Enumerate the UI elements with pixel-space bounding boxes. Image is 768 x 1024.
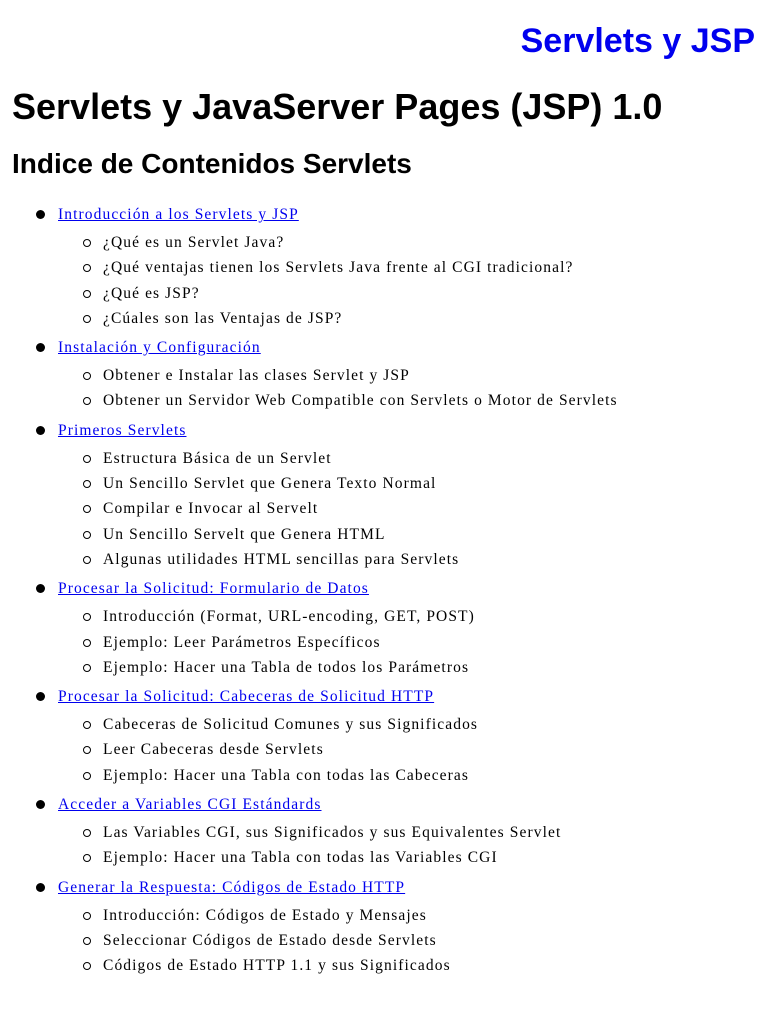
toc-subitem [0,522,768,547]
toc-row [0,335,768,360]
toc-subitem-label: Obtener un Servidor Web Compatible con Servlets o Motor de Servlets [103,392,618,410]
toc-sublist [0,443,768,576]
bullet-icon [36,883,45,892]
toc-subitem-label: Un Sencillo Servlet que Genera Texto Normal [103,475,437,493]
circle-bullet-icon [83,613,91,621]
toc-subitem [0,604,768,629]
toc-subitem-label: Estructura Básica de un Servlet [103,449,332,467]
toc-item [0,202,768,335]
toc-link[interactable]: Introducción a los Servlets y JSP [58,206,299,223]
toc-subitem-label: Algunas utilidades HTML sencillas para Servlets [103,550,460,568]
toc-row [0,684,768,709]
toc-subitem [0,845,768,870]
toc-subitem [0,655,768,680]
toc-subitem-label: ¿Qué es un Servlet Java? [103,234,285,251]
circle-bullet-icon [83,962,91,970]
circle-bullet-icon [83,531,91,539]
toc-sublist [0,900,768,983]
circle-bullet-icon [83,556,91,564]
toc-subitem-label: ¿Qué ventajas tienen los Servlets Java frente al CGI tradicional? [103,259,574,277]
toc-subitem-label: Introducción: Códigos de Estado y Mensajes [103,906,427,924]
bullet-icon [36,800,45,809]
circle-bullet-icon [83,912,91,920]
toc-subitem-label: Ejemplo: Hacer una Tabla con todas las Cabeceras [103,766,470,784]
toc-subitem [0,953,768,978]
toc-subitem [0,471,768,496]
toc-subitem [0,446,768,471]
toc-row [0,875,768,900]
toc-subitem [0,763,768,788]
toc-link[interactable]: Primeros Servlets [58,421,187,439]
bullet-icon [36,343,45,352]
toc-subitem-label: Compilar e Invocar al Servelt [103,500,319,518]
section-title: Indice de Contenidos Servlets [12,148,412,179]
toc-subitem [0,230,768,255]
toc-row [0,202,768,227]
circle-bullet-icon [83,639,91,647]
toc-item [0,684,768,792]
toc-sublist [0,817,768,875]
circle-bullet-icon [83,239,91,247]
circle-bullet-icon [83,854,91,862]
toc-subitem-label: ¿Cúales son las Ventajas de JSP? [103,309,343,327]
toc-subitem-label: Obtener e Instalar las clases Servlet y JSP [103,367,410,385]
toc-item [0,418,768,576]
toc-subitem [0,903,768,928]
toc-row [0,792,768,817]
toc-subitem [0,281,768,306]
circle-bullet-icon [83,264,91,272]
toc-link[interactable]: Procesar la Solicitud: Formulario de Datos [58,580,369,598]
toc-subitem [0,306,768,331]
toc-subitem-label: ¿Qué es JSP? [103,284,200,302]
toc-sublist [0,227,768,335]
toc-subitem [0,363,768,388]
toc-subitem [0,928,768,953]
circle-bullet-icon [83,290,91,298]
toc-subitem [0,820,768,845]
toc-row [0,576,768,601]
toc-link[interactable]: Instalación y Configuración [58,339,261,357]
toc-subitem [0,737,768,762]
toc-subitem [0,630,768,655]
toc-sublist [0,360,768,418]
circle-bullet-icon [83,397,91,405]
toc-subitem [0,547,768,572]
toc-subitem-label: Ejemplo: Hacer una Tabla con todas las Variables CGI [103,849,498,867]
circle-bullet-icon [83,829,91,837]
circle-bullet-icon [83,721,91,729]
circle-bullet-icon [83,372,91,380]
circle-bullet-icon [83,505,91,513]
bullet-icon [36,426,45,435]
toc-subitem [0,496,768,521]
toc-subitem-label: Códigos de Estado HTTP 1.1 y sus Significados [103,957,451,975]
toc-subitem-label: Cabeceras de Solicitud Comunes y sus Significados [103,716,479,734]
toc-item [0,875,768,983]
toc-subitem [0,712,768,737]
toc-subitem-label: Un Sencillo Servelt que Genera HTML [103,525,386,543]
toc-subitem-label: Las Variables CGI, sus Significados y sus Equivalentes Servlet [103,824,562,842]
table-of-contents [0,202,768,983]
toc-subitem [0,255,768,280]
toc-item [0,335,768,418]
bullet-icon [36,584,45,593]
circle-bullet-icon [83,455,91,463]
toc-subitem-label: Introducción (Format, URL-encoding, GET, POST) [103,608,475,626]
circle-bullet-icon [83,664,91,672]
circle-bullet-icon [83,746,91,754]
toc-row [0,418,768,443]
toc-subitem-label: Leer Cabeceras desde Servlets [103,741,324,759]
bullet-icon [36,210,45,219]
toc-subitem-label: Seleccionar Códigos de Estado desde Servlets [103,931,437,949]
toc-subitem-label: Ejemplo: Hacer una Tabla de todos los Parámetros [103,658,470,676]
toc-sublist [0,709,768,792]
toc-link[interactable]: Generar la Respuesta: Códigos de Estado HTTP [58,878,406,896]
toc-subitem-label: Ejemplo: Leer Parámetros Específicos [103,633,381,651]
circle-bullet-icon [83,315,91,323]
toc-item [0,792,768,875]
header-title: Servlets y JSP [520,22,755,60]
page-title: Servlets y JavaServer Pages (JSP) 1.0 [12,86,663,127]
circle-bullet-icon [83,937,91,945]
circle-bullet-icon [83,480,91,488]
toc-sublist [0,601,768,684]
toc-link[interactable]: Acceder a Variables CGI Estándards [58,796,322,814]
circle-bullet-icon [83,772,91,780]
bullet-icon [36,692,45,701]
toc-item [0,576,768,684]
toc-link[interactable]: Procesar la Solicitud: Cabeceras de Solicitud HTTP [58,688,435,706]
toc-subitem [0,388,768,413]
